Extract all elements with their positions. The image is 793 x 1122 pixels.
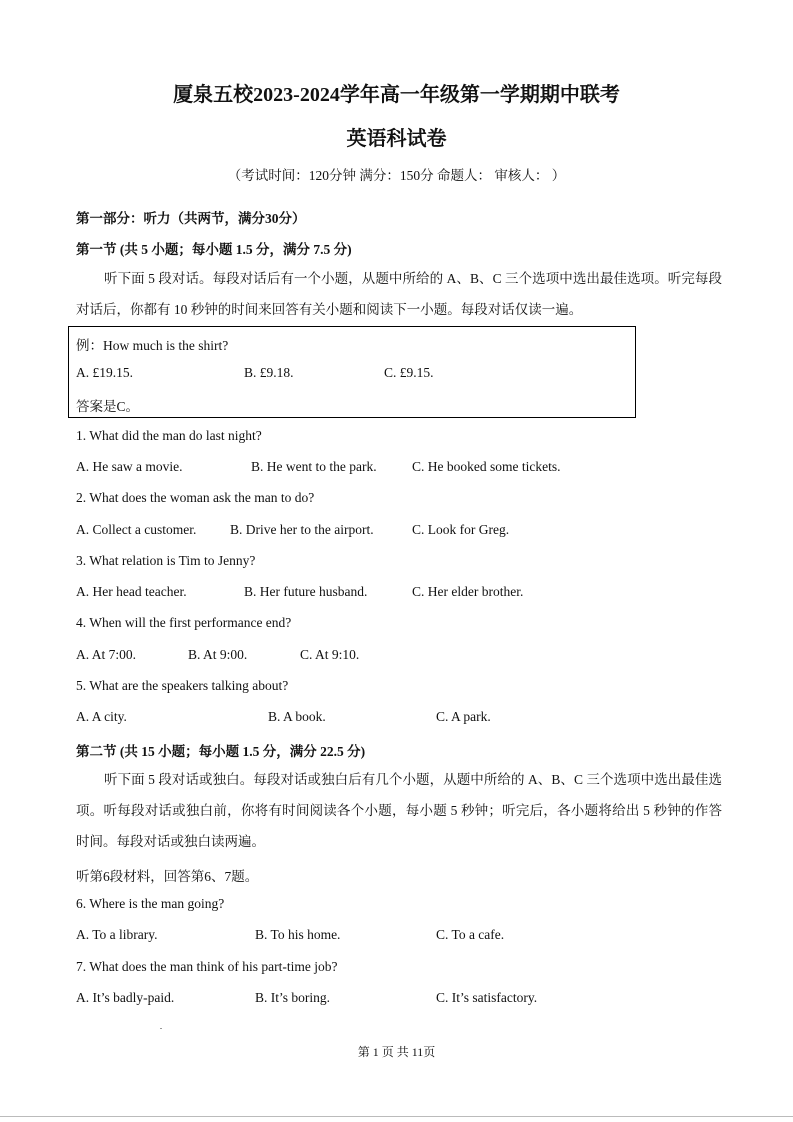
exam-meta: （考试时间：120分钟 满分：150分 命题人： 审核人： ） — [227, 168, 566, 183]
q5-option-b: B. A book. — [268, 709, 326, 724]
part1-heading: 第一部分：听力（共两节，满分30分） — [76, 211, 306, 226]
question-5: 5. What are the speakers talking about? — [76, 678, 289, 693]
q4-option-b: B. At 9:00. — [188, 647, 248, 662]
bottom-divider — [0, 1116, 793, 1117]
q2-option-b: B. Drive her to the airport. — [230, 522, 374, 537]
example-option-c: C. £9.15. — [384, 365, 434, 380]
example-option-b: B. £9.18. — [244, 365, 294, 380]
question-3: 3. What relation is Tim to Jenny? — [76, 553, 256, 568]
stray-mark — [160, 1028, 162, 1029]
question-2: 2. What does the woman ask the man to do? — [76, 490, 315, 505]
example-question: 例：How much is the shirt? — [76, 338, 229, 353]
q4-option-a: A. At 7:00. — [76, 647, 137, 662]
q3-option-a: A. Her head teacher. — [76, 584, 187, 599]
q7-option-a: A. It’s badly-paid. — [76, 990, 175, 1005]
question-6: 6. Where is the man going? — [76, 896, 225, 911]
example-answer: 答案是C。 — [76, 399, 140, 414]
exam-title: 厦泉五校2023-2024学年高一年级第一学期期中联考 — [173, 84, 620, 106]
section1-heading: 第一节 (共 5 小题；每小题 1.5 分，满分 7.5 分) — [76, 242, 352, 257]
q6-option-c: C. To a cafe. — [436, 927, 505, 942]
page-number: 第 1 页 共 11页 — [357, 1045, 436, 1059]
question-7: 7. What does the man think of his part-time job? — [76, 959, 338, 974]
q1-option-b: B. He went to the park. — [251, 459, 377, 474]
subject-title: 英语科试卷 — [346, 128, 447, 150]
q7-option-c: C. It’s satisfactory. — [436, 990, 538, 1005]
q3-option-b: B. Her future husband. — [244, 584, 368, 599]
q2-option-a: A. Collect a customer. — [76, 522, 197, 537]
q1-option-c: C. He booked some tickets. — [412, 459, 561, 474]
question-1: 1. What did the man do last night? — [76, 428, 262, 443]
q5-option-c: C. A park. — [436, 709, 491, 724]
q1-option-a: A. He saw a movie. — [76, 459, 183, 474]
q6-option-b: B. To his home. — [255, 927, 341, 942]
material-note: 听第6段材料，回答第6、7题。 — [76, 869, 259, 884]
q4-option-c: C. At 9:10. — [300, 647, 360, 662]
q7-option-b: B. It’s boring. — [255, 990, 331, 1005]
section2-instructions: 听下面 5 段对话或独白。每段对话或独白后有几个小题，从题中所给的 A、B、C 三个选项中选出最佳选项。听每段对话或独白前，你将有时间阅读各个小题，每小题 5 秒钟；听完后，各小题将给出 5 秒钟的作答时间。每段对话或独白读两遍。 — [76, 772, 722, 849]
q2-option-c: C. Look for Greg. — [412, 522, 510, 537]
q3-option-c: C. Her elder brother. — [412, 584, 524, 599]
question-4: 4. When will the first performance end? — [76, 615, 292, 630]
section1-instructions: 听下面 5 段对话。每段对话后有一个小题，从题中所给的 A、B、C 三个选项中选出最佳选项。听完每段对话后，你都有 10 秒钟的时间来回答有关小题和阅读下一小题。每段对话仅读一遍。 — [76, 271, 722, 317]
q5-option-a: A. A city. — [76, 709, 127, 724]
example-option-a: A. £19.15. — [76, 365, 133, 380]
section2-heading: 第二节 (共 15 小题；每小题 1.5 分，满分 22.5 分) — [76, 744, 366, 759]
q6-option-a: A. To a library. — [76, 927, 158, 942]
